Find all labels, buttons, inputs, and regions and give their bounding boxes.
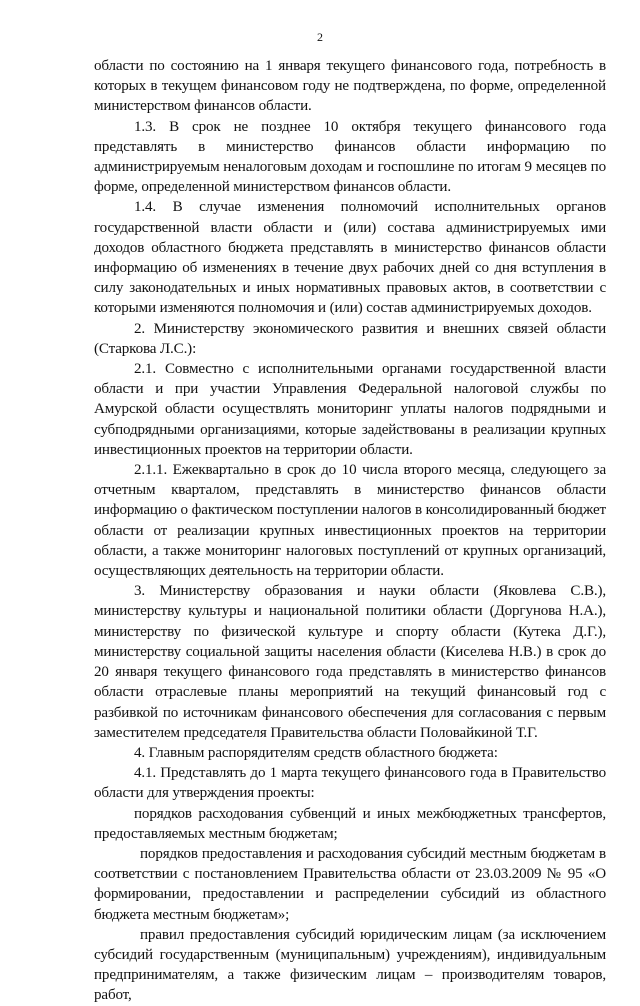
paragraph-2-1: 2.1. Совместно с исполнительными органами государственной власти области и при участии Управления Федеральной налоговой службы по Амурской области осуществлять мониторинг уплаты налогов подрядными и субподрядными организациями, которые задействованы в реализации крупных инвестиционных проектов на территории области. [94, 361, 606, 458]
paragraph-2-1-1: 2.1.1. Ежеквартально в срок до 10 числа второго месяца, следующего за отчетным кварталом, представлять в министерство финансов области информацию о фактическом поступлении налогов в консолидированный бюджет области от реализации крупных инвестиционных проектов на территории области, а также мониторинг налоговых поступлений от крупных организаций, осуществляющих деятельность на территории области. [94, 462, 606, 580]
paragraph-continuation: области по состоянию на 1 января текущего финансового года, потребность в которых в текущем финансовом году не подтверждена, по форме, определенной министерством финансов области. [94, 58, 606, 115]
paragraph-4: 4. Главным распорядителям средств областного бюджета: [134, 744, 498, 761]
paragraph-4-1: 4.1. Представлять до 1 марта текущего финансового года в Правительство области для утверждения проекты: [94, 765, 606, 802]
paragraph-1-4: 1.4. В случае изменения полномочий исполнительных органов государственной власти области и (или) состава администрируемых ими доходов областного бюджета представлять в министерство финансов области информацию об изменениях в течение двух рабочих дней со дня вступления в силу законодательных и иных нормативных правовых актов, в соответствии с которыми изменяются полномочия и (или) состав администрируемых доходов. [94, 199, 606, 317]
paragraph-1-3: 1.3. В срок не позднее 10 октября текущего финансового года представлять в министерство финансов области информацию по администрируемым неналоговым доходам и госпошлине по итогам 9 месяцев по форме, определенной министерством финансов области. [94, 118, 606, 196]
paragraph-subsidies: порядков предоставления и расходования субсидий местным бюджетам в соответствии с постановлением Правительства области от 23.03.2009 № 95 «О формировании, предоставлении и распределении субсидий из областного бюджета местным бюджетам»; [94, 845, 606, 923]
paragraph-subventions: порядков расходования субвенций и иных межбюджетных трансфертов, предоставляемых местным бюджетам; [94, 805, 606, 842]
paragraph-2: 2. Министерству экономического развития и внешних связей области (Старкова Л.С.): [94, 320, 606, 357]
paragraph-rules: правил предоставления субсидий юридическим лицам (за исключением субсидий государственным (муниципальным) учреждениям), индивидуальным предпринимателям, а также физическим лицам – производителям товаров, работ, [94, 926, 606, 1004]
document-body [94, 56, 606, 1006]
page-number: 2 [317, 30, 323, 44]
paragraph-3: 3. Министерству образования и науки области (Яковлева С.В.), министерству культуры и национальной политики области (Доргунова Н.А.), министерству по физической культуре и спорту области (Кутека Д.Г.), министерству социальной защиты населения области (Киселева Н.В.) в срок до 20 января текущего финансового года представлять в министерство финансов области отраслевые планы мероприятий на текущий финансовый год с разбивкой по источникам финансового обеспечения для согласования с первым заместителем председателя Правительства области Половайкиной Т.Г. [94, 583, 606, 741]
